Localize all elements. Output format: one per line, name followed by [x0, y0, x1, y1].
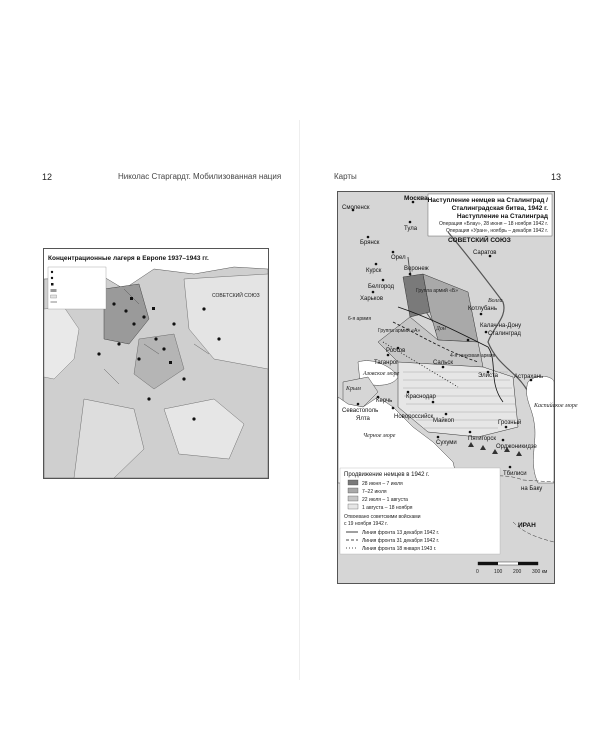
label-tula: Тула	[404, 226, 418, 232]
label-bryansk: Брянск	[360, 240, 380, 246]
city-dot	[505, 426, 508, 429]
legend-symbol	[51, 277, 53, 279]
label-black-sea: Черное море	[363, 433, 396, 439]
label-sukhumi: Сухуми	[436, 440, 457, 446]
camp-marker	[137, 357, 140, 360]
city-dot	[407, 391, 410, 394]
legend-symbol	[51, 283, 54, 286]
label-voronezh: Воронеж	[404, 266, 429, 272]
label-army-6: 6-я армия	[348, 316, 372, 322]
label-novorossiysk: Новороссийск	[394, 414, 434, 420]
label-orel: Орел	[391, 255, 406, 261]
stalingrad-map-svg	[338, 192, 578, 583]
scale-label-0: 0	[476, 569, 479, 575]
city-dot	[469, 431, 472, 434]
left-running-head: Николас Старгардт. Мобилизованная нация	[118, 172, 282, 181]
label-yalta: Ялта	[356, 416, 370, 422]
label-crimea: Крым	[346, 386, 361, 392]
scale-bar-segment	[518, 562, 538, 565]
legend-swatch-1	[348, 480, 358, 485]
city-dot	[409, 273, 412, 276]
label-maikop: Майкоп	[433, 418, 455, 424]
label-baku: на Баку	[521, 486, 543, 492]
scale-label-100: 100	[494, 569, 503, 575]
concentration-camps-map	[43, 248, 269, 479]
label-ordzhonikidze: Орджоникидзе	[496, 444, 537, 450]
label-group-a: Группа армий «А»	[378, 328, 421, 334]
city-dot	[392, 407, 395, 410]
legend-item-1: 28 июня – 7 июля	[362, 481, 403, 487]
camp-marker	[124, 309, 127, 312]
legend-swatch-2	[348, 488, 358, 493]
city-dot	[409, 221, 412, 224]
label-volga: Волга	[488, 298, 503, 304]
left-page-number: 12	[42, 172, 53, 182]
camp-marker	[154, 337, 157, 340]
label-azov: Азовское море	[363, 371, 400, 377]
label-salsk: Сальск	[433, 360, 453, 366]
city-dot	[432, 401, 435, 404]
stalingrad-offensive-map	[337, 191, 578, 584]
legend-retreat-title-1: Отвоевано советскими войсками	[344, 514, 421, 520]
city-dot	[442, 366, 445, 369]
city-dot	[375, 263, 378, 266]
label-rostov: Ростов	[386, 348, 406, 354]
map-subtitle: Наступление на Сталинград	[456, 213, 548, 220]
city-dot	[445, 413, 448, 416]
city-dot	[437, 436, 440, 439]
legend-symbol	[51, 295, 57, 298]
left-label-ussr: СОВЕТСКИЙ СОЮЗ	[212, 293, 260, 299]
operation-blau: Операция «Блау», 28 июня – 18 ноября 1942 г.	[439, 221, 548, 227]
camp-marker	[147, 397, 150, 400]
camp-marker-square	[130, 297, 133, 300]
camps-map-svg	[44, 249, 268, 478]
camp-marker	[97, 352, 100, 355]
map-title-line-2: Сталинградская битва, 1942 г.	[451, 205, 548, 212]
label-belgorod: Белгород	[368, 284, 395, 290]
label-group-b: Группа армий «Б»	[416, 288, 459, 294]
legend-swatch-3	[348, 496, 358, 501]
label-tbilisi: Тбилиси	[503, 471, 527, 477]
camp-marker	[142, 315, 145, 318]
city-dot	[502, 439, 505, 442]
city-dot	[367, 236, 370, 239]
city-dot	[382, 279, 385, 282]
label-krasnodar: Краснодар	[406, 394, 436, 400]
legend-item-2: 7–22 июля	[362, 489, 387, 495]
label-don: Дон	[436, 326, 446, 332]
legend-retreat-title-2: с 19 ноября 1942 г.	[344, 521, 388, 527]
camp-marker	[172, 322, 175, 325]
map-title-line-1: Наступление немцев на Сталинград /	[427, 197, 548, 204]
city-dot	[387, 354, 390, 357]
label-kalach: Калач-на-Дону	[480, 323, 522, 329]
camp-marker	[162, 347, 165, 350]
label-kotluban: Котлубань	[468, 306, 497, 312]
label-sevastopol: Севастополь	[342, 408, 379, 414]
camp-marker	[192, 417, 195, 420]
label-smolensk: Смоленск	[342, 205, 370, 211]
operation-uran: Операция «Уран», ноябрь – декабря 1942 г.	[446, 228, 548, 234]
label-saratov: Саратов	[473, 250, 497, 256]
label-iran: ИРАН	[518, 522, 536, 529]
camp-marker-square	[152, 307, 155, 310]
label-pyatigorsk: Пятигорск	[468, 436, 497, 442]
label-kharkov: Харьков	[360, 296, 384, 302]
label-elista: Элиста	[478, 373, 498, 379]
label-kursk: Курск	[366, 268, 382, 274]
label-taganrog: Таганрог	[374, 360, 399, 366]
camp-marker	[202, 307, 205, 310]
label-astrakhan: Астрахань	[514, 374, 544, 380]
city-dot	[372, 291, 375, 294]
legend-symbol	[51, 271, 53, 273]
city-dot	[509, 466, 512, 469]
camp-marker-square	[169, 361, 172, 364]
legend-line-label-3: Линия фронта 18 января 1943 г.	[362, 546, 437, 552]
scale-label-300: 300 км	[532, 569, 548, 575]
scale-bar-segment	[478, 562, 498, 565]
label-stalingrad: Сталинград	[488, 331, 521, 337]
city-dot	[357, 403, 360, 406]
label-ussr: СОВЕТСКИЙ СОЮЗ	[448, 237, 511, 244]
camp-marker	[182, 377, 185, 380]
legend-swatch-4	[348, 504, 358, 509]
label-caspian: Каспийское море	[534, 403, 578, 409]
label-kerch: Керчь	[376, 398, 393, 404]
scale-label-200: 200	[513, 569, 522, 575]
legend-title: Продвижение немцев в 1942 г.	[344, 472, 430, 478]
city-dot	[392, 251, 395, 254]
city-dot	[480, 313, 483, 316]
camp-marker	[117, 342, 120, 345]
legend-symbol	[51, 289, 57, 292]
camp-marker	[132, 322, 135, 325]
right-page-number: 13	[551, 172, 562, 182]
camp-marker	[112, 302, 115, 305]
camp-marker	[217, 337, 220, 340]
label-grozny: Грозный	[498, 420, 522, 426]
city-dot	[467, 339, 470, 342]
legend-line-label-2: Линия фронта 31 декабря 1942 г.	[362, 538, 440, 544]
label-moscow: Москва	[404, 195, 428, 202]
camps-map-title: Концентрационные лагеря в Европе 1937–1943 гг.	[48, 255, 209, 262]
right-running-head: Карты	[334, 172, 357, 181]
map-legend-box	[48, 267, 106, 309]
legend-item-4: 1 августа – 18 ноября	[362, 505, 413, 511]
legend-line-label-1: Линия фронта 13 декабря 1942 г.	[362, 530, 440, 536]
label-army-tank-4: 4-я танковая армия	[450, 353, 496, 359]
legend-item-3: 22 июля – 1 августа	[362, 497, 408, 503]
city-dot	[485, 331, 488, 334]
